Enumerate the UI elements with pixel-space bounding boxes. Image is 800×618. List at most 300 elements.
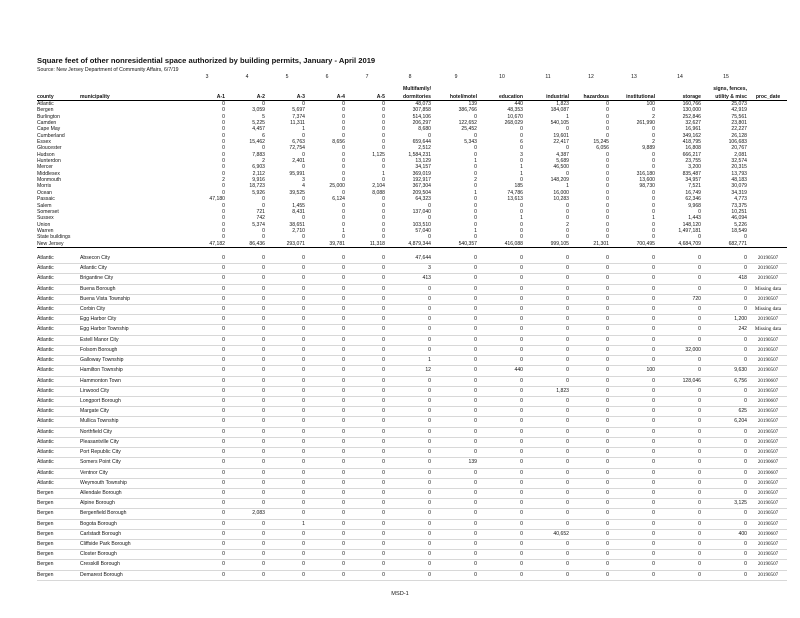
cell-value: 0	[387, 396, 433, 406]
cell-value: 0	[611, 488, 657, 498]
cell-value: 625	[703, 407, 749, 417]
cell-value: 0	[227, 478, 267, 488]
header-row	[37, 92, 787, 101]
county-name: Hudson	[37, 151, 55, 158]
municipality-cell: Bogota Borough	[80, 519, 187, 529]
cell-value: 0	[479, 325, 525, 335]
cell-value: 6,763	[292, 139, 305, 146]
cell-value: 13,600	[639, 177, 655, 184]
header-county: county	[37, 92, 80, 101]
cell-value: 0	[525, 366, 571, 376]
cell-value: 0	[525, 294, 571, 304]
proc-date-cell: Missing data	[749, 305, 787, 315]
cell-value: 0	[611, 274, 657, 284]
cell-value: 47,180	[209, 196, 225, 203]
cell-value: 0	[342, 126, 345, 133]
cell-value: 0	[267, 499, 307, 509]
cell-value: 0	[227, 560, 267, 570]
cell-value: 9,968	[688, 202, 701, 209]
cell-value: 12	[387, 366, 433, 376]
cell-value: 0	[571, 499, 611, 509]
cell-value: 0	[382, 113, 385, 120]
cell-value: 38,651	[289, 221, 305, 228]
cell-value: 185	[514, 183, 523, 190]
header-a5: A-5	[347, 92, 387, 101]
cell-value: 0	[307, 386, 347, 396]
cell-value: 4	[302, 183, 305, 190]
cell-value: 22,227	[731, 126, 747, 133]
cell-value: 0	[657, 488, 703, 498]
cell-value: 5,226	[734, 221, 747, 228]
cell-value: 0	[606, 158, 609, 165]
cell-value: 0	[433, 427, 479, 437]
cell-value: 0	[307, 305, 347, 315]
cell-value: 1	[566, 183, 569, 190]
cell-value: 0	[347, 550, 387, 560]
cell-value: 0	[307, 335, 347, 345]
cell-value: 0	[187, 376, 227, 386]
cell-value: 0	[652, 164, 655, 171]
header-municipality: municipality	[80, 92, 187, 101]
municipality-cell: Ventnor City	[80, 468, 187, 478]
cell-value: 0	[520, 221, 523, 228]
cell-value: 0	[222, 215, 225, 222]
cell-value: 0	[262, 101, 265, 107]
cell-value: 1,823	[556, 101, 569, 107]
table-row	[37, 407, 787, 417]
column-number: 5	[285, 74, 289, 80]
cell-value: 0	[307, 509, 347, 519]
cell-value: 0	[342, 170, 345, 177]
cell-value: 0	[227, 488, 267, 498]
table-row	[37, 305, 787, 315]
cell-value: 0	[571, 274, 611, 284]
table-row	[37, 458, 787, 468]
cell-value: 540,105	[550, 120, 569, 127]
table-row	[37, 417, 787, 427]
cell-value: 0	[525, 264, 571, 274]
cell-value: 10,283	[553, 196, 569, 203]
cell-value: 0	[187, 427, 227, 437]
municipality-cell: Weymouth Township	[80, 478, 187, 488]
county-cell: Atlantic	[37, 254, 80, 264]
cell-value: 0	[657, 540, 703, 550]
cell-value: 0	[571, 315, 611, 325]
cell-value: 0	[611, 407, 657, 417]
cell-value: 0	[307, 540, 347, 550]
cell-value: 0	[187, 254, 227, 264]
proc-date-cell: 20190507	[749, 366, 787, 376]
proc-date-cell: 20190507	[749, 448, 787, 458]
header-a3: A-3	[267, 92, 307, 101]
proc-date-cell: 20190507	[749, 488, 787, 498]
cell-value: 0	[387, 499, 433, 509]
cell-value: 0	[187, 519, 227, 529]
cell-value: 0	[606, 107, 609, 114]
cell-value: 0	[342, 101, 345, 107]
cell-value: 9,630	[703, 366, 749, 376]
municipality-cell: Brigantine City	[80, 274, 187, 284]
cell-value: 1	[302, 126, 305, 133]
cell-value: 8,431	[292, 208, 305, 215]
cell-value: 0	[606, 126, 609, 133]
cell-value: 0	[267, 386, 307, 396]
cell-value: 0	[387, 417, 433, 427]
cell-value: 0	[307, 550, 347, 560]
table-row	[37, 325, 787, 335]
cell-value: 0	[474, 208, 477, 215]
cell-value: 0	[222, 183, 225, 190]
cell-value: 0	[307, 519, 347, 529]
cell-value: 6	[520, 139, 523, 146]
cell-value: 0	[267, 264, 307, 274]
cell-value: 9,889	[642, 145, 655, 152]
cell-value: 0	[227, 427, 267, 437]
cell-value: 0	[571, 468, 611, 478]
cell-value: 0	[387, 437, 433, 447]
cell-value: 0	[267, 478, 307, 488]
cell-value: 42,919	[731, 107, 747, 114]
cell-value: 0	[474, 113, 477, 120]
cell-value: 0	[657, 478, 703, 488]
cell-value: 0	[307, 356, 347, 366]
cell-value: 19,601	[553, 132, 569, 139]
table-row	[37, 274, 787, 284]
cell-value: 0	[187, 356, 227, 366]
cell-value: 0	[525, 437, 571, 447]
cell-value: 0	[703, 540, 749, 550]
cell-value: 0	[652, 126, 655, 133]
cell-value: 32,000	[657, 345, 703, 355]
cell-value: 0	[525, 550, 571, 560]
cell-value: 13,793	[731, 170, 747, 177]
cell-value: 1,200	[703, 315, 749, 325]
cell-value: 0	[703, 264, 749, 274]
cell-value: 0	[382, 132, 385, 139]
county-cell: Atlantic	[37, 448, 80, 458]
municipality-cell: Egg Harbor Township	[80, 325, 187, 335]
cell-value: 418,795	[682, 139, 701, 146]
cell-value: 0	[611, 519, 657, 529]
cell-value: 0	[571, 519, 611, 529]
cell-value: 0	[611, 448, 657, 458]
cell-value: 0	[606, 227, 609, 234]
column-number-row	[37, 74, 787, 84]
county-cell: Atlantic	[37, 335, 80, 345]
column-number: 11	[545, 74, 551, 80]
cell-value: 0	[302, 196, 305, 203]
cell-value: 0	[474, 196, 477, 203]
cell-value: 0	[307, 325, 347, 335]
cell-value: 46,500	[553, 164, 569, 171]
cell-value: 0	[606, 221, 609, 228]
cell-value: 0	[479, 264, 525, 274]
header-institutional: institutional	[611, 92, 657, 101]
proc-date-cell: 20190507	[749, 417, 787, 427]
cell-value: 0	[611, 264, 657, 274]
column-number: 14	[677, 74, 683, 80]
cell-value: 0	[571, 366, 611, 376]
column-number: 4	[245, 74, 249, 80]
table-row	[37, 468, 787, 478]
page-footer: MSD-1	[391, 591, 409, 597]
cell-value: 0	[520, 132, 523, 139]
cell-value: 4,879,344	[387, 241, 433, 248]
cell-value: 0	[387, 427, 433, 437]
cell-value: 2,104	[372, 183, 385, 190]
cell-value: 137,040	[412, 208, 431, 215]
proc-date-cell: 20190607	[749, 468, 787, 478]
cell-value: 0	[267, 315, 307, 325]
cell-value: 2,710	[292, 227, 305, 234]
cell-value: 0	[227, 468, 267, 478]
header-education: education	[479, 92, 525, 101]
cell-value: 0	[347, 540, 387, 550]
cell-value: 0	[342, 234, 345, 241]
cell-value: 0	[479, 550, 525, 560]
county-cell: Atlantic	[37, 396, 80, 406]
cell-value: 5	[262, 113, 265, 120]
header-a4: A-4	[307, 92, 347, 101]
cell-value: 1	[474, 158, 477, 165]
cell-value: 0	[433, 366, 479, 376]
cell-value: 5,689	[556, 158, 569, 165]
cell-value: 0	[606, 151, 609, 158]
municipality-cell: Northfield City	[80, 427, 187, 437]
cell-value: 0	[347, 315, 387, 325]
table-row	[37, 294, 787, 304]
cell-value: 0	[566, 202, 569, 209]
cell-value: 21,301	[571, 241, 611, 248]
county-name: Burlington	[37, 113, 60, 120]
cell-value: 0	[428, 234, 431, 241]
cell-value: 0	[606, 164, 609, 171]
cell-value: 5,374	[252, 221, 265, 228]
cell-value: 0	[698, 208, 701, 215]
cell-value: 1,823	[525, 386, 571, 396]
cell-value: 3,059	[252, 107, 265, 114]
cell-value: 0	[222, 101, 225, 107]
header-hazardous: hazardous	[571, 92, 611, 101]
cell-value: 0	[657, 274, 703, 284]
proc-date-cell: 20190507	[749, 315, 787, 325]
table-row	[37, 509, 787, 519]
cell-value: 13,129	[415, 158, 431, 165]
municipality-cell: Port Republic City	[80, 448, 187, 458]
cell-value: 2,081	[734, 151, 747, 158]
cell-value: 0	[479, 315, 525, 325]
column-number: 13	[631, 74, 637, 80]
cell-value: 0	[525, 305, 571, 315]
cell-value: 5,926	[252, 189, 265, 196]
proc-date-cell: 20190607	[749, 529, 787, 539]
cell-value: 0	[222, 221, 225, 228]
column-number: 12	[588, 74, 594, 80]
cell-value: 0	[479, 468, 525, 478]
cell-value: 106,683	[728, 139, 747, 146]
cell-value: 0	[703, 305, 749, 315]
cell-value: 0	[227, 274, 267, 284]
cell-value: 0	[698, 234, 701, 241]
cell-value: 0	[571, 437, 611, 447]
municipality-cell: Mullica Township	[80, 417, 187, 427]
cell-value: 0	[387, 325, 433, 335]
cell-value: 0	[267, 427, 307, 437]
cell-value: 0	[433, 294, 479, 304]
table-row	[37, 448, 787, 458]
cell-value: 75,561	[731, 113, 747, 120]
cell-value: 0	[474, 215, 477, 222]
cell-value: 0	[479, 529, 525, 539]
county-cell: Atlantic	[37, 386, 80, 396]
cell-value: 0	[307, 437, 347, 447]
cell-value: 2	[652, 113, 655, 120]
cell-value: 0	[428, 132, 431, 139]
cell-value: 0	[571, 396, 611, 406]
cell-value: 0	[657, 315, 703, 325]
cell-value: 30,079	[731, 183, 747, 190]
cell-value: 0	[187, 294, 227, 304]
cell-value: 0	[342, 120, 345, 127]
cell-value: 0	[267, 396, 307, 406]
cell-value: 0	[302, 164, 305, 171]
table-row	[37, 335, 787, 345]
cell-value: 3,200	[688, 164, 701, 171]
cell-value: 0	[611, 540, 657, 550]
municipality-cell: Linwood City	[80, 386, 187, 396]
cell-value: 0	[267, 488, 307, 498]
county-cell: Bergen	[37, 529, 80, 539]
cell-value: 369,019	[412, 170, 431, 177]
cell-value: 0	[187, 550, 227, 560]
cell-value: 6,903	[252, 164, 265, 171]
proc-date-cell: 20190507	[749, 356, 787, 366]
county-name: Salem	[37, 202, 52, 209]
cell-value: 0	[302, 101, 305, 107]
cell-value: 22,417	[553, 139, 569, 146]
cell-value: 0	[382, 139, 385, 146]
cell-value: 0	[433, 519, 479, 529]
county-cell: Atlantic	[37, 427, 80, 437]
cell-value: 0	[474, 132, 477, 139]
cell-value: 16,961	[685, 126, 701, 133]
cell-value: 0	[433, 570, 479, 580]
cell-value: 0	[611, 305, 657, 315]
cell-value: 0	[227, 264, 267, 274]
cell-value: 0	[342, 113, 345, 120]
cell-value: 0	[267, 550, 307, 560]
cell-value: 0	[347, 570, 387, 580]
cell-value: 0	[571, 448, 611, 458]
cell-value: 0	[262, 145, 265, 152]
cell-value: 0	[657, 396, 703, 406]
cell-value: 0	[307, 529, 347, 539]
cell-value: 0	[479, 478, 525, 488]
table-row	[37, 254, 787, 264]
cell-value: 0	[571, 254, 611, 264]
proc-date-cell: 20190507	[749, 386, 787, 396]
cell-value: 0	[433, 264, 479, 274]
cell-value: 0	[703, 550, 749, 560]
cell-value: 11,318	[347, 241, 387, 248]
cell-value: 0	[703, 427, 749, 437]
cell-value: 62,346	[685, 196, 701, 203]
cell-value: 0	[342, 107, 345, 114]
cell-value: 0	[187, 345, 227, 355]
county-name: Warren	[37, 227, 54, 234]
cell-value: 0	[347, 529, 387, 539]
cell-value: 0	[387, 458, 433, 468]
cell-value: 0	[307, 560, 347, 570]
cell-value: 0	[571, 417, 611, 427]
county-name: Mercer	[37, 164, 53, 171]
cell-value: 0	[187, 468, 227, 478]
cell-value: 0	[566, 215, 569, 222]
cell-value: 0	[571, 386, 611, 396]
cell-value: 2	[652, 139, 655, 146]
cell-value: 0	[611, 315, 657, 325]
municipality-cell: Galloway Township	[80, 356, 187, 366]
cell-value: 8,656	[332, 139, 345, 146]
cell-value: 0	[433, 499, 479, 509]
cell-value: 0	[382, 234, 385, 241]
cell-value: 0	[347, 448, 387, 458]
proc-date-cell: 20190607	[749, 458, 787, 468]
cell-value: 0	[525, 356, 571, 366]
proc-date-cell: 20190507	[749, 254, 787, 264]
cell-value: 0	[387, 335, 433, 345]
table-row	[37, 427, 787, 437]
cell-value: 0	[342, 164, 345, 171]
cell-value: 0	[525, 396, 571, 406]
cell-value: 0	[433, 335, 479, 345]
cell-value: 34,957	[685, 177, 701, 184]
cell-value: 0	[227, 294, 267, 304]
cell-value: 0	[479, 499, 525, 509]
column-number: 15	[723, 74, 729, 80]
cell-value: 2	[262, 158, 265, 165]
cell-value: 0	[387, 294, 433, 304]
cell-value: 0	[187, 386, 227, 396]
cell-value: 252,846	[682, 113, 701, 120]
cell-value: 0	[307, 284, 347, 294]
cell-value: 1,584,231	[408, 151, 431, 158]
cell-value: 16,808	[685, 145, 701, 152]
proc-date-cell: 20190507	[749, 519, 787, 529]
cell-value: 0	[479, 407, 525, 417]
cell-value: 0	[433, 315, 479, 325]
cell-value: 0	[433, 345, 479, 355]
cell-value: 0	[222, 158, 225, 165]
cell-value: 367,304	[412, 183, 431, 190]
cell-value: 0	[267, 407, 307, 417]
cell-value: 0	[267, 540, 307, 550]
cell-value: 0	[187, 366, 227, 376]
cell-value: 2,083	[227, 509, 267, 519]
municipality-cell: Absecon City	[80, 254, 187, 264]
cell-value: 0	[525, 376, 571, 386]
cell-value: 0	[187, 560, 227, 570]
cell-value: 0	[606, 132, 609, 139]
cell-value: 0	[566, 126, 569, 133]
cell-value: 0	[307, 254, 347, 264]
cell-value: 32,627	[685, 120, 701, 127]
cell-value: 34,319	[731, 189, 747, 196]
cell-value: 0	[382, 208, 385, 215]
table-row	[37, 488, 787, 498]
cell-value: 0	[652, 158, 655, 165]
cell-value: 0	[703, 345, 749, 355]
